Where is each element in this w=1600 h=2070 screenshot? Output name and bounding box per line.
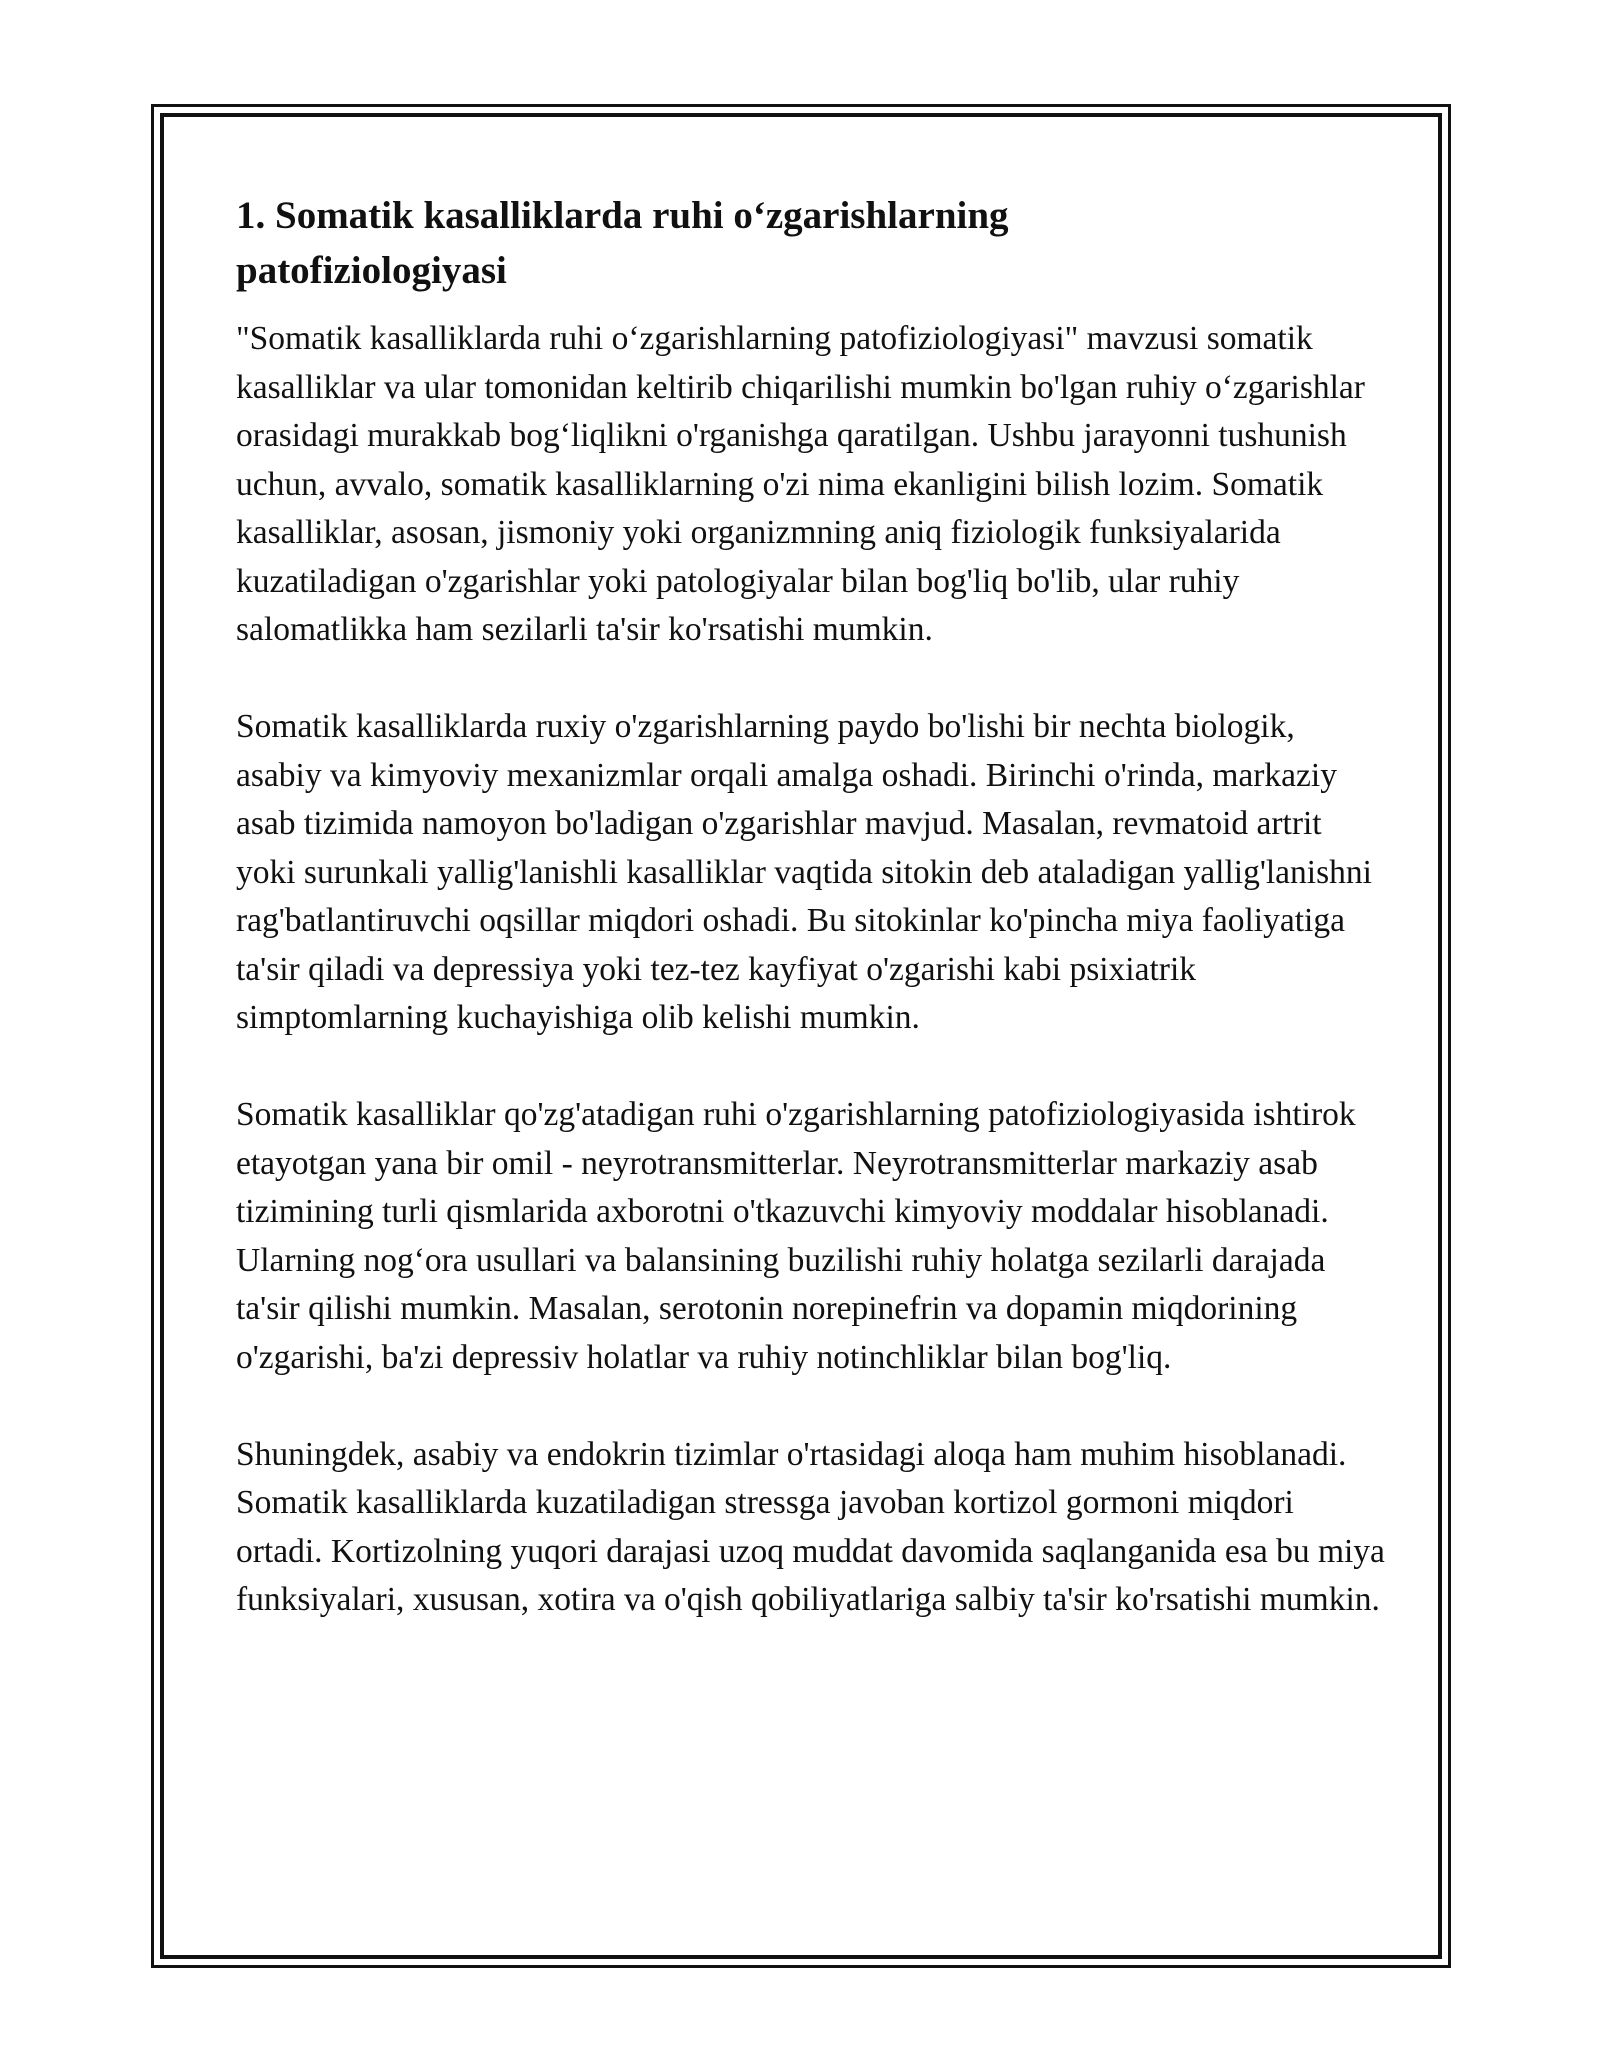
paragraph-2: Somatik kasalliklarda ruxiy o'zgarishlarning paydo bo'lishi bir nechta biologik, asabiy va kimyoviy mexanizmlar orqali amalga oshadi. Birinchi o'rinda, markaziy asab tizimida namoyon bo'ladigan o'zgarishlar mavjud. Masalan, revmatoid artrit yoki surunkali yallig'lanishli kasalliklar vaqtida sitokin deb ataladigan yallig'lanishni rag'batlantiruvchi oqsillar miqdori oshadi. Bu sitokinlar ko'pincha miya faoliyatiga ta'sir qiladi va depressiya yoki tez-tez kayfiyat o'zgarishi kabi psixiatrik simptomlarning kuchayishiga olib kelishi mumkin. <box>236 708 1372 1036</box>
paragraph-4: Shuningdek, asabiy va endokrin tizimlar o'rtasidagi aloqa ham muhim hisoblanadi. Somatik kasalliklarda kuzatiladigan stressga javoban kortizol gormoni miqdori ortadi. Kortizolning yuqori darajasi uzoq muddat davomida saqlanganida esa bu miya funksiyalari, xususan, xotira va o'qish qobiliyatlariga salbiy ta'sir ko'rsatishi mumkin. <box>236 1435 1385 1618</box>
document-body <box>236 188 1386 1673</box>
section-heading: 1. Somatik kasalliklarda ruhi oʻzgarishlarning patofiziologiyasi <box>236 194 1009 292</box>
paragraph-3: Somatik kasalliklar qo'zg'atadigan ruhi o'zgarishlarning patofiziologiyasida ishtirok etayotgan yana bir omil - neyrotransmitterlar. Neyrotransmitterlar markaziy asab tizimining turli qismlarida axborotni o'tkazuvchi kimyoviy moddalar hisoblanadi. Ularning nogʻora usullari va balansining buzilishi ruhiy holatga sezilarli darajada ta'sir qilishi mumkin. Masalan, serotonin norepinefrin va dopamin miqdorining o'zgarishi, ba'zi depressiv holatlar va ruhiy notinchliklar bilan bog'liq. <box>236 1096 1356 1376</box>
paragraph-1: "Somatik kasalliklarda ruhi oʻzgarishlarning patofiziologiyasi" mavzusi somatik kasalliklar va ular tomonidan keltirib chiqarilishi mumkin bo'lgan ruhiy oʻzgarishlar orasidagi murakkab bogʻliqlikni o'rganishga qaratilgan. Ushbu jarayonni tushunish uchun, avvalo, somatik kasalliklarning o'zi nima ekanligini bilish lozim. Somatik kasalliklar, asosan, jismoniy yoki organizmning aniq fiziologik funksiyalarida kuzatiladigan o'zgarishlar yoki patologiyalar bilan bog'liq bo'lib, ular ruhiy salomatlikka ham sezilarli ta'sir ko'rsatishi mumkin. <box>236 320 1365 648</box>
